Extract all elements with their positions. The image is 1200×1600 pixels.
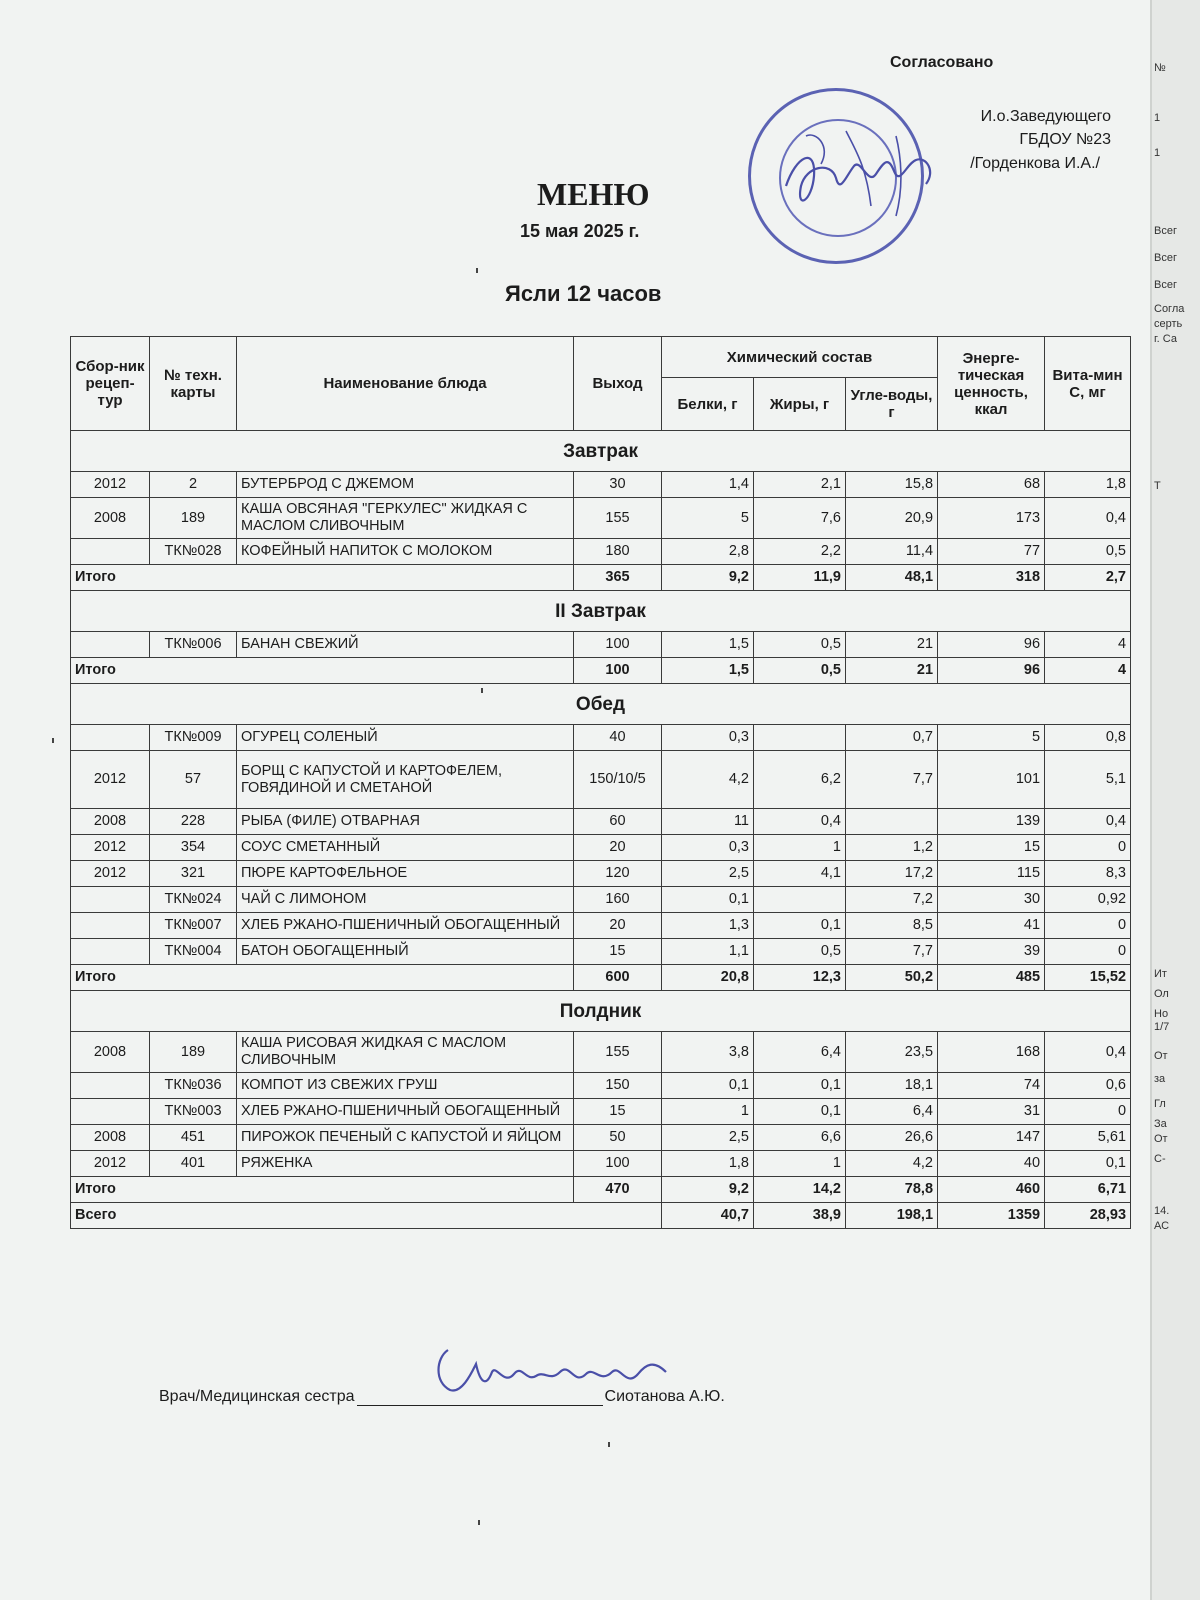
col-vitc-header: Вита-мин С, мг: [1045, 337, 1131, 431]
table-row: [71, 939, 1131, 965]
section-title: Завтрак: [71, 431, 1131, 472]
table-row: [71, 913, 1131, 939]
col-chem-header: Химический состав: [662, 337, 938, 378]
cell-n: ТК№036: [150, 1073, 237, 1099]
col-fat-header: Жиры, г: [754, 378, 846, 431]
total-f: 12,3: [754, 965, 846, 991]
cell-f: 2,2: [754, 539, 846, 565]
cell-dish: ПИРОЖОК ПЕЧЕНЫЙ С КАПУСТОЙ И ЯЙЦОМ: [237, 1125, 574, 1151]
cell-n: 321: [150, 861, 237, 887]
cell-dish: ЧАЙ С ЛИМОНОМ: [237, 887, 574, 913]
underlying-fragment: За: [1154, 1118, 1167, 1130]
cell-f: 1: [754, 835, 846, 861]
cell-dish: ХЛЕБ РЖАНО-ПШЕНИЧНЫЙ ОБОГАЩЕННЫЙ: [237, 913, 574, 939]
cell-dish: ПЮРЕ КАРТОФЕЛЬНОЕ: [237, 861, 574, 887]
underlying-fragment: г. Са: [1154, 333, 1177, 345]
paper-speck: [476, 268, 478, 273]
cell-f: 1: [754, 1151, 846, 1177]
underlying-fragment: От: [1154, 1050, 1168, 1062]
cell-y: 180: [574, 539, 662, 565]
cell-v: 0: [1045, 835, 1131, 861]
total-y: 600: [574, 965, 662, 991]
cell-v: 0,4: [1045, 1032, 1131, 1073]
cell-v: 0: [1045, 1099, 1131, 1125]
total-y: 470: [574, 1177, 662, 1203]
cell-dish: СОУС СМЕТАННЫЙ: [237, 835, 574, 861]
section-header-row: [71, 991, 1131, 1032]
cell-v: 0,4: [1045, 498, 1131, 539]
menu-table-body: [71, 431, 1131, 1229]
table-row: [71, 809, 1131, 835]
table-row: [71, 1125, 1131, 1151]
cell-n: ТК№004: [150, 939, 237, 965]
cell-c: [71, 1073, 150, 1099]
cell-u: 4,2: [846, 1151, 938, 1177]
cell-v: 0,6: [1045, 1073, 1131, 1099]
cell-c: 2008: [71, 809, 150, 835]
cell-c: 2012: [71, 472, 150, 498]
approver-name: /Горденкова И.А./: [970, 155, 1100, 172]
cell-dish: КОФЕЙНЫЙ НАПИТОК С МОЛОКОМ: [237, 539, 574, 565]
table-row: [71, 887, 1131, 913]
cell-y: 30: [574, 472, 662, 498]
cell-e: 115: [938, 861, 1045, 887]
table-row: [71, 835, 1131, 861]
underlying-fragment: Но: [1154, 1008, 1169, 1020]
cell-e: 5: [938, 725, 1045, 751]
cell-f: 7,6: [754, 498, 846, 539]
cell-e: 40: [938, 1151, 1045, 1177]
cell-u: 18,1: [846, 1073, 938, 1099]
cell-n: 354: [150, 835, 237, 861]
grand-total-e: 1359: [938, 1203, 1045, 1229]
cell-n: 451: [150, 1125, 237, 1151]
section-title: II Завтрак: [71, 591, 1131, 632]
cell-p: 1,5: [662, 632, 754, 658]
total-label: Итого: [71, 565, 574, 591]
cell-e: 74: [938, 1073, 1045, 1099]
cell-n: 401: [150, 1151, 237, 1177]
table-row: [71, 539, 1131, 565]
underlying-fragment: Гл: [1154, 1098, 1166, 1110]
section-title: Обед: [71, 684, 1131, 725]
cell-p: 1,1: [662, 939, 754, 965]
total-e: 318: [938, 565, 1045, 591]
cell-y: 20: [574, 835, 662, 861]
cell-v: 0,4: [1045, 809, 1131, 835]
menu-date: 15 мая 2025 г.: [520, 221, 640, 241]
cell-v: 0,1: [1045, 1151, 1131, 1177]
signer-role: Врач/Медицинская сестра: [159, 1388, 355, 1405]
cell-f: 6,6: [754, 1125, 846, 1151]
cell-n: 2: [150, 472, 237, 498]
grand-total-label: Всего: [71, 1203, 662, 1229]
total-label: Итого: [71, 965, 574, 991]
cell-e: 15: [938, 835, 1045, 861]
cell-f: 6,2: [754, 751, 846, 809]
approval-label: Согласовано: [890, 54, 994, 71]
table-row: [71, 1073, 1131, 1099]
cell-c: 2008: [71, 498, 150, 539]
cell-e: 101: [938, 751, 1045, 809]
cell-y: 155: [574, 1032, 662, 1073]
grand-total-row: [71, 1203, 1131, 1229]
cell-p: 2,5: [662, 1125, 754, 1151]
cell-c: [71, 1099, 150, 1125]
cell-y: 20: [574, 913, 662, 939]
cell-e: 68: [938, 472, 1045, 498]
cell-n: 189: [150, 498, 237, 539]
cell-v: 0: [1045, 939, 1131, 965]
approver-institution: ГБДОУ №23: [1019, 131, 1111, 148]
total-row: [71, 658, 1131, 684]
underlying-fragment: 1: [1154, 147, 1161, 159]
cell-dish: БОРЩ С КАПУСТОЙ И КАРТОФЕЛЕМ, ГОВЯДИНОЙ И СМЕТАНОЙ: [237, 751, 574, 809]
section-header-row: [71, 684, 1131, 725]
cell-n: ТК№028: [150, 539, 237, 565]
cell-dish: РЯЖЕНКА: [237, 1151, 574, 1177]
cell-e: 96: [938, 632, 1045, 658]
cell-dish: БУТЕРБРОД С ДЖЕМОМ: [237, 472, 574, 498]
cell-u: 26,6: [846, 1125, 938, 1151]
cell-f: [754, 725, 846, 751]
group-name: Ясли 12 часов: [505, 281, 662, 306]
cell-u: 1,2: [846, 835, 938, 861]
cell-e: 77: [938, 539, 1045, 565]
cell-p: 4,2: [662, 751, 754, 809]
underlying-fragment: Всег: [1154, 225, 1177, 237]
cell-y: 160: [574, 887, 662, 913]
cell-u: 23,5: [846, 1032, 938, 1073]
cell-p: 0,1: [662, 1073, 754, 1099]
cell-c: 2012: [71, 751, 150, 809]
cell-e: 39: [938, 939, 1045, 965]
cell-f: 0,1: [754, 1073, 846, 1099]
total-label: Итого: [71, 658, 574, 684]
total-u: 21: [846, 658, 938, 684]
underlying-fragment: серть: [1154, 318, 1183, 330]
cell-v: 5,1: [1045, 751, 1131, 809]
section-title: Полдник: [71, 991, 1131, 1032]
underlying-fragment: 1: [1154, 112, 1161, 124]
cell-u: 7,2: [846, 887, 938, 913]
cell-v: 0,92: [1045, 887, 1131, 913]
total-u: 50,2: [846, 965, 938, 991]
table-header-row: [71, 337, 1131, 378]
cell-n: ТК№007: [150, 913, 237, 939]
cell-v: 5,61: [1045, 1125, 1131, 1151]
cell-u: 7,7: [846, 751, 938, 809]
cell-n: ТК№003: [150, 1099, 237, 1125]
total-u: 78,8: [846, 1177, 938, 1203]
cell-c: [71, 539, 150, 565]
cell-e: 173: [938, 498, 1045, 539]
cell-p: 2,5: [662, 861, 754, 887]
total-f: 0,5: [754, 658, 846, 684]
total-p: 20,8: [662, 965, 754, 991]
underlying-fragment: Всег: [1154, 279, 1177, 291]
cell-n: ТК№006: [150, 632, 237, 658]
cell-p: 1,3: [662, 913, 754, 939]
total-row: [71, 565, 1131, 591]
col-collection-header: Сбор-ник рецеп-тур: [71, 337, 150, 431]
cell-n: 57: [150, 751, 237, 809]
total-p: 9,2: [662, 1177, 754, 1203]
cell-y: 15: [574, 1099, 662, 1125]
cell-dish: ХЛЕБ РЖАНО-ПШЕНИЧНЫЙ ОБОГАЩЕННЫЙ: [237, 1099, 574, 1125]
page-title: МЕНЮ: [537, 176, 650, 212]
underlying-fragment: Согла: [1154, 303, 1185, 315]
cell-p: 0,1: [662, 887, 754, 913]
underlying-fragment: С-: [1154, 1153, 1166, 1165]
cell-f: 0,5: [754, 632, 846, 658]
underlying-fragment: Ит: [1154, 968, 1167, 980]
paper-speck: [608, 1442, 610, 1447]
menu-table: [70, 336, 1131, 1229]
table-row: [71, 1032, 1131, 1073]
cell-u: 11,4: [846, 539, 938, 565]
cell-n: 189: [150, 1032, 237, 1073]
col-card-header: № техн. карты: [150, 337, 237, 431]
underlying-fragment: №: [1154, 62, 1166, 74]
total-p: 9,2: [662, 565, 754, 591]
total-e: 96: [938, 658, 1045, 684]
underlying-fragment: Ол: [1154, 988, 1169, 1000]
cell-y: 100: [574, 632, 662, 658]
section-header-row: [71, 591, 1131, 632]
table-row: [71, 861, 1131, 887]
cell-p: 1: [662, 1099, 754, 1125]
col-yield-header: Выход: [574, 337, 662, 431]
cell-v: 0,8: [1045, 725, 1131, 751]
cell-v: 1,8: [1045, 472, 1131, 498]
cell-n: ТК№009: [150, 725, 237, 751]
cell-u: 7,7: [846, 939, 938, 965]
total-row: [71, 1177, 1131, 1203]
total-y: 365: [574, 565, 662, 591]
table-row: [71, 751, 1131, 809]
cell-u: 0,7: [846, 725, 938, 751]
cell-v: 4: [1045, 632, 1131, 658]
total-v: 2,7: [1045, 565, 1131, 591]
cell-p: 2,8: [662, 539, 754, 565]
total-e: 460: [938, 1177, 1045, 1203]
cell-y: 150: [574, 1073, 662, 1099]
nurse-signature: [434, 1342, 674, 1402]
paper-speck: [478, 1520, 480, 1525]
cell-n: 228: [150, 809, 237, 835]
col-energy-header: Энерге-тическая ценность, ккал: [938, 337, 1045, 431]
total-label: Итого: [71, 1177, 574, 1203]
cell-e: 31: [938, 1099, 1045, 1125]
cell-dish: РЫБА (ФИЛЕ) ОТВАРНАЯ: [237, 809, 574, 835]
cell-e: 139: [938, 809, 1045, 835]
cell-c: [71, 632, 150, 658]
cell-y: 50: [574, 1125, 662, 1151]
cell-v: 0: [1045, 913, 1131, 939]
cell-e: 168: [938, 1032, 1045, 1073]
col-protein-header: Белки, г: [662, 378, 754, 431]
cell-v: 8,3: [1045, 861, 1131, 887]
total-v: 15,52: [1045, 965, 1131, 991]
cell-c: 2008: [71, 1032, 150, 1073]
signer-name: Сиотанова А.Ю.: [604, 1388, 725, 1405]
table-row: [71, 632, 1131, 658]
cell-p: 0,3: [662, 835, 754, 861]
cell-c: [71, 725, 150, 751]
underlying-fragment: АС: [1154, 1220, 1170, 1232]
cell-dish: БАТОН ОБОГАЩЕННЫЙ: [237, 939, 574, 965]
col-carbs-header: Угле-воды, г: [846, 378, 938, 431]
cell-u: 17,2: [846, 861, 938, 887]
grand-total-f: 38,9: [754, 1203, 846, 1229]
cell-p: 3,8: [662, 1032, 754, 1073]
underlying-fragment: Всег: [1154, 252, 1177, 264]
table-row: [71, 498, 1131, 539]
cell-e: 147: [938, 1125, 1045, 1151]
cell-c: 2012: [71, 1151, 150, 1177]
total-u: 48,1: [846, 565, 938, 591]
cell-u: 8,5: [846, 913, 938, 939]
cell-n: ТК№024: [150, 887, 237, 913]
total-e: 485: [938, 965, 1045, 991]
cell-f: 6,4: [754, 1032, 846, 1073]
cell-y: 15: [574, 939, 662, 965]
total-f: 11,9: [754, 565, 846, 591]
cell-dish: КОМПОТ ИЗ СВЕЖИХ ГРУШ: [237, 1073, 574, 1099]
cell-y: 60: [574, 809, 662, 835]
paper-speck: [481, 688, 483, 693]
cell-v: 0,5: [1045, 539, 1131, 565]
cell-p: 1,4: [662, 472, 754, 498]
table-row: [71, 472, 1131, 498]
cell-f: 4,1: [754, 861, 846, 887]
underlying-page: [1152, 0, 1200, 1600]
cell-y: 40: [574, 725, 662, 751]
approver-position: И.о.Заведующего: [980, 108, 1111, 125]
cell-u: 20,9: [846, 498, 938, 539]
col-dish-header: Наименование блюда: [237, 337, 574, 431]
cell-dish: БАНАН СВЕЖИЙ: [237, 632, 574, 658]
cell-f: 0,1: [754, 913, 846, 939]
cell-u: 6,4: [846, 1099, 938, 1125]
cell-e: 30: [938, 887, 1045, 913]
cell-u: 15,8: [846, 472, 938, 498]
section-header-row: [71, 431, 1131, 472]
cell-u: [846, 809, 938, 835]
underlying-fragment: Т: [1154, 480, 1161, 492]
total-p: 1,5: [662, 658, 754, 684]
total-row: [71, 965, 1131, 991]
total-y: 100: [574, 658, 662, 684]
cell-f: 0,1: [754, 1099, 846, 1125]
underlying-fragment: 1/7: [1154, 1021, 1170, 1033]
cell-y: 120: [574, 861, 662, 887]
table-row: [71, 725, 1131, 751]
cell-p: 11: [662, 809, 754, 835]
table-row: [71, 1099, 1131, 1125]
grand-total-p: 40,7: [662, 1203, 754, 1229]
grand-total-v: 28,93: [1045, 1203, 1131, 1229]
total-v: 4: [1045, 658, 1131, 684]
cell-f: [754, 887, 846, 913]
cell-c: [71, 913, 150, 939]
cell-f: 2,1: [754, 472, 846, 498]
grand-total-u: 198,1: [846, 1203, 938, 1229]
cell-dish: КАША ОВСЯНАЯ "ГЕРКУЛЕС" ЖИДКАЯ С МАСЛОМ СЛИВОЧНЫМ: [237, 498, 574, 539]
cell-f: 0,4: [754, 809, 846, 835]
cell-c: 2012: [71, 835, 150, 861]
cell-p: 0,3: [662, 725, 754, 751]
underlying-fragment: 14.: [1154, 1205, 1170, 1217]
cell-c: 2008: [71, 1125, 150, 1151]
cell-dish: ОГУРЕЦ СОЛЕНЫЙ: [237, 725, 574, 751]
underlying-fragment: От: [1154, 1133, 1168, 1145]
cell-u: 21: [846, 632, 938, 658]
cell-y: 155: [574, 498, 662, 539]
paper-speck: [52, 738, 54, 743]
underlying-fragment: за: [1154, 1073, 1166, 1085]
cell-c: [71, 939, 150, 965]
cell-p: 5: [662, 498, 754, 539]
total-f: 14,2: [754, 1177, 846, 1203]
cell-c: 2012: [71, 861, 150, 887]
cell-f: 0,5: [754, 939, 846, 965]
cell-p: 1,8: [662, 1151, 754, 1177]
cell-dish: КАША РИСОВАЯ ЖИДКАЯ С МАСЛОМ СЛИВОЧНЫМ: [237, 1032, 574, 1073]
table-row: [71, 1151, 1131, 1177]
cell-y: 150/10/5: [574, 751, 662, 809]
total-v: 6,71: [1045, 1177, 1131, 1203]
cell-y: 100: [574, 1151, 662, 1177]
cell-c: [71, 887, 150, 913]
cell-e: 41: [938, 913, 1045, 939]
